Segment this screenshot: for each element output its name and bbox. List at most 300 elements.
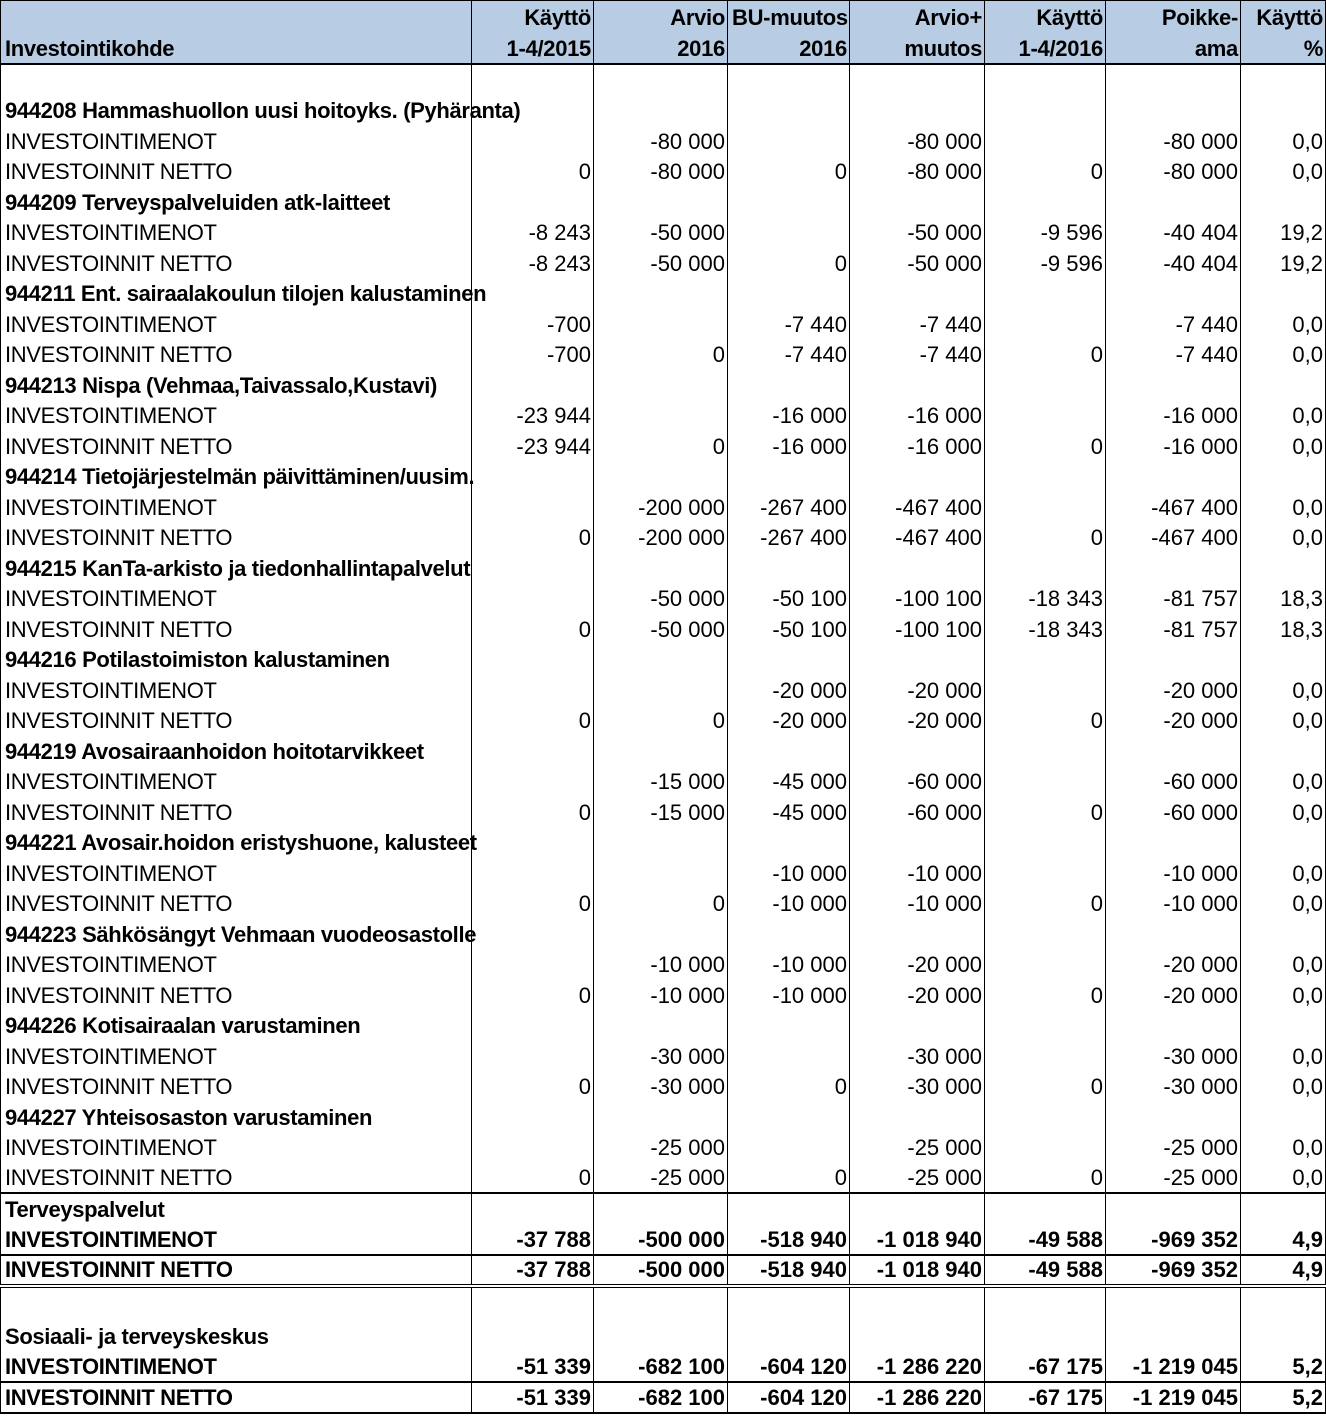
cell-arvio-muutos: -50 000 [850,247,985,278]
cell-kaytto-1-4-2015: 0 [472,613,594,644]
empty-cell-kaytto-1-4-2016 [985,186,1106,217]
cell-arvio-2016: -50 000 [594,217,728,248]
cell-arvio-2016: -80 000 [594,125,728,156]
cell-kaytto-percent: 0,0 [1241,1132,1326,1163]
empty-cell-kaytto-percent [1241,918,1326,949]
cell-kaytto-1-4-2016 [985,308,1106,339]
empty-cell-kaytto-percent [1241,1101,1326,1132]
header-bu-muutos-2016-top: BU-muutos [728,1,850,33]
empty-cell-kaytto-1-4-2016 [985,369,1106,400]
row-label: INVESTOINNIT NETTO [1,339,472,370]
cell-kaytto-percent: 4,9 [1241,1224,1326,1255]
cell-arvio-2016: -500 000 [594,1255,728,1286]
cell-arvio-muutos: -80 000 [850,156,985,187]
empty-cell-arvio-2016 [594,64,728,95]
group-title: 944221 Avosair.hoidon eristyshuone, kalusteet [1,827,472,858]
cell-kaytto-1-4-2016: 0 [985,979,1106,1010]
cell-poikkeama: -20 000 [1106,949,1241,980]
cell-poikkeama: -30 000 [1106,1040,1241,1071]
cell-arvio-2016: -25 000 [594,1162,728,1193]
cell-kaytto-percent: 19,2 [1241,247,1326,278]
cell-arvio-2016: -200 000 [594,491,728,522]
cell-arvio-2016: -50 000 [594,247,728,278]
cell-arvio-2016: 0 [594,430,728,461]
empty-cell-kaytto-percent [1241,1193,1326,1224]
empty-cell-arvio-muutos [850,95,985,126]
table-row [1,766,1326,797]
row-label: INVESTOINTIMENOT [1,1040,472,1071]
cell-arvio-2016 [594,674,728,705]
cell-kaytto-1-4-2016: -18 343 [985,583,1106,614]
cell-poikkeama: -30 000 [1106,1071,1241,1102]
cell-arvio-muutos: -1 018 940 [850,1255,985,1286]
empty-cell-arvio-2016 [594,95,728,126]
empty-cell-kaytto-1-4-2016 [985,95,1106,126]
cell-poikkeama: -25 000 [1106,1162,1241,1193]
empty-cell-arvio-muutos [850,735,985,766]
cell-arvio-muutos: -20 000 [850,674,985,705]
cell-kaytto-1-4-2016: 0 [985,1071,1106,1102]
group-title-row [1,644,1326,675]
cell-arvio-2016 [594,857,728,888]
cell-bu-muutos-2016: -267 400 [728,491,850,522]
cell-kaytto-percent: 0,0 [1241,949,1326,980]
group-title: 944214 Tietojärjestelmän päivittäminen/uusim. [1,461,472,492]
table-row [1,857,1326,888]
empty-cell-kaytto-percent [1241,1286,1326,1320]
cell-kaytto-1-4-2016 [985,949,1106,980]
cell-arvio-2016 [594,400,728,431]
group-title: 944216 Potilastoimiston kalustaminen [1,644,472,675]
empty-cell-kaytto-1-4-2016 [985,827,1106,858]
empty-cell-arvio-muutos [850,1101,985,1132]
table-row [1,308,1326,339]
cell-bu-muutos-2016: -16 000 [728,430,850,461]
empty-cell-arvio-2016 [594,1286,728,1320]
empty-cell-arvio-muutos [850,827,985,858]
cell-arvio-muutos: -7 440 [850,308,985,339]
cell-arvio-2016: -80 000 [594,156,728,187]
row-label: INVESTOINTIMENOT [1,308,472,339]
empty-cell-arvio-2016 [594,644,728,675]
cell-kaytto-1-4-2016: 0 [985,430,1106,461]
cell-poikkeama: -25 000 [1106,1132,1241,1163]
cell-kaytto-percent: 0,0 [1241,125,1326,156]
group-title-row [1,186,1326,217]
section-title: Sosiaali- ja terveyskeskus [1,1320,472,1351]
cell-bu-muutos-2016: -20 000 [728,674,850,705]
cell-arvio-muutos: -10 000 [850,857,985,888]
cell-poikkeama: -16 000 [1106,400,1241,431]
section-title-row [1,1320,1326,1351]
empty-cell-kaytto-percent [1241,278,1326,309]
empty-cell-poikkeama [1106,1320,1241,1351]
table-row [1,888,1326,919]
cell-arvio-muutos: -100 100 [850,583,985,614]
empty-cell-poikkeama [1106,1286,1241,1320]
cell-arvio-2016: -30 000 [594,1040,728,1071]
empty-cell-kaytto-1-4-2016 [985,1193,1106,1224]
empty-cell-arvio-muutos [850,644,985,675]
cell-kaytto-1-4-2016: 0 [985,796,1106,827]
cell-arvio-2016: -15 000 [594,766,728,797]
empty-cell-bu-muutos-2016 [728,1101,850,1132]
empty-cell-arvio-2016 [594,369,728,400]
group-title: 944223 Sähkösängyt Vehmaan vuodeosastolle [1,918,472,949]
empty-cell-bu-muutos-2016 [728,827,850,858]
empty-cell-kaytto-1-4-2015 [472,64,594,95]
group-title-row [1,552,1326,583]
row-label: INVESTOINTIMENOT [1,674,472,705]
cell-arvio-muutos: -20 000 [850,979,985,1010]
empty-cell-arvio-muutos [850,369,985,400]
header-kaytto-1-4-2016-top: Käyttö [985,1,1106,33]
group-title-row [1,278,1326,309]
empty-cell-kaytto-1-4-2016 [985,918,1106,949]
total-row [1,1255,1326,1286]
cell-kaytto-1-4-2016 [985,857,1106,888]
empty-cell-arvio-muutos [850,1286,985,1320]
empty-cell-kaytto-1-4-2016 [985,278,1106,309]
cell-arvio-muutos: -16 000 [850,400,985,431]
cell-poikkeama: -20 000 [1106,674,1241,705]
empty-cell-kaytto-1-4-2016 [985,461,1106,492]
cell-bu-muutos-2016 [728,1132,850,1163]
empty-cell-bu-muutos-2016 [728,918,850,949]
cell-poikkeama: -80 000 [1106,125,1241,156]
cell-arvio-muutos: -10 000 [850,888,985,919]
cell-arvio-muutos: -16 000 [850,430,985,461]
cell-kaytto-1-4-2016: 0 [985,339,1106,370]
cell-bu-muutos-2016: -20 000 [728,705,850,736]
cell-kaytto-1-4-2016 [985,1040,1106,1071]
cell-arvio-muutos: -80 000 [850,125,985,156]
cell-bu-muutos-2016: -16 000 [728,400,850,431]
empty-cell-arvio-muutos [850,918,985,949]
empty-cell-poikkeama [1106,369,1241,400]
empty-cell-bu-muutos-2016 [728,186,850,217]
cell-bu-muutos-2016: -50 100 [728,613,850,644]
empty-cell-kaytto-percent [1241,735,1326,766]
empty-cell-kaytto-1-4-2015 [472,186,594,217]
empty-cell-kaytto-percent [1241,644,1326,675]
cell-bu-muutos-2016: -10 000 [728,949,850,980]
section-title: Terveyspalvelut [1,1193,472,1224]
header-arvio-2016-bottom: 2016 [594,32,728,64]
cell-kaytto-1-4-2016: -18 343 [985,613,1106,644]
row-label: INVESTOINNIT NETTO [1,796,472,827]
row-label: INVESTOINTIMENOT [1,491,472,522]
cell-arvio-2016: -15 000 [594,796,728,827]
cell-arvio-muutos: -1 286 220 [850,1351,985,1382]
cell-kaytto-1-4-2015: 0 [472,979,594,1010]
group-title: 944227 Yhteisosaston varustaminen [1,1101,472,1132]
cell-kaytto-1-4-2015: 0 [472,796,594,827]
empty-cell-kaytto-1-4-2015 [472,1101,594,1132]
cell-poikkeama: -80 000 [1106,156,1241,187]
cell-bu-muutos-2016: -518 940 [728,1224,850,1255]
group-title-row [1,461,1326,492]
empty-cell-poikkeama [1106,95,1241,126]
cell-kaytto-1-4-2015: 0 [472,888,594,919]
cell-kaytto-percent: 0,0 [1241,1162,1326,1193]
cell-kaytto-1-4-2016: 0 [985,522,1106,553]
cell-kaytto-1-4-2015: 0 [472,705,594,736]
cell-kaytto-1-4-2016: -67 175 [985,1351,1106,1382]
cell-kaytto-1-4-2015 [472,1132,594,1163]
cell-arvio-muutos: -25 000 [850,1132,985,1163]
cell-arvio-muutos: -1 286 220 [850,1382,985,1413]
cell-arvio-2016: -30 000 [594,1071,728,1102]
empty-cell-arvio-2016 [594,278,728,309]
cell-kaytto-1-4-2016: 0 [985,1162,1106,1193]
empty-cell-poikkeama [1106,644,1241,675]
cell-kaytto-1-4-2015 [472,949,594,980]
header-kaytto-1-4-2015-top: Käyttö [472,1,594,33]
header-row-top [1,1,1326,33]
cell-bu-muutos-2016: -45 000 [728,796,850,827]
table-row [1,674,1326,705]
table-row [1,796,1326,827]
section-title-row [1,1193,1326,1224]
investment-groups [1,64,1326,1193]
cell-bu-muutos-2016: -10 000 [728,979,850,1010]
table-row [1,247,1326,278]
cell-bu-muutos-2016: 0 [728,156,850,187]
empty-cell-kaytto-1-4-2016 [985,1010,1106,1041]
empty-cell-bu-muutos-2016 [728,64,850,95]
cell-kaytto-1-4-2016 [985,1132,1106,1163]
empty-cell-kaytto-1-4-2016 [985,1286,1106,1320]
cell-arvio-muutos: -25 000 [850,1162,985,1193]
row-label: INVESTOINTIMENOT [1,766,472,797]
cell-kaytto-percent: 0,0 [1241,1040,1326,1071]
row-label: INVESTOINTIMENOT [1,1351,472,1382]
table-row [1,522,1326,553]
cell-kaytto-1-4-2015 [472,766,594,797]
empty-cell-poikkeama [1106,1101,1241,1132]
cell-kaytto-1-4-2016 [985,766,1106,797]
row-label: INVESTOINNIT NETTO [1,522,472,553]
row-label: INVESTOINNIT NETTO [1,247,472,278]
table-row [1,339,1326,370]
empty-cell-kaytto-1-4-2016 [985,1101,1106,1132]
empty-cell-kaytto-1-4-2016 [985,552,1106,583]
cell-kaytto-1-4-2015: -51 339 [472,1382,594,1413]
cell-arvio-2016: -50 000 [594,583,728,614]
cell-arvio-muutos: -30 000 [850,1040,985,1071]
table-row [1,156,1326,187]
empty-cell-arvio-2016 [594,1010,728,1041]
row-label: INVESTOINNIT NETTO [1,430,472,461]
cell-kaytto-percent: 5,2 [1241,1351,1326,1382]
cell-kaytto-1-4-2016: -9 596 [985,217,1106,248]
cell-poikkeama: -20 000 [1106,979,1241,1010]
cell-arvio-muutos: -20 000 [850,705,985,736]
table-row [1,979,1326,1010]
empty-cell-investointikohde [1,64,472,95]
empty-cell-kaytto-percent [1241,64,1326,95]
cell-kaytto-1-4-2016: 0 [985,888,1106,919]
cell-kaytto-1-4-2015: 0 [472,1071,594,1102]
cell-poikkeama: -10 000 [1106,857,1241,888]
empty-cell-arvio-2016 [594,1320,728,1351]
header-kaytto-1-4-2015-bottom: 1-4/2015 [472,32,594,64]
cell-kaytto-1-4-2015: 0 [472,156,594,187]
empty-cell-bu-muutos-2016 [728,552,850,583]
cell-arvio-muutos: -50 000 [850,217,985,248]
cell-poikkeama: -467 400 [1106,522,1241,553]
row-label: INVESTOINTIMENOT [1,217,472,248]
header-arvio-muutos-bottom: muutos [850,32,985,64]
cell-kaytto-percent: 0,0 [1241,979,1326,1010]
empty-cell-arvio-2016 [594,827,728,858]
empty-cell-arvio-muutos [850,1193,985,1224]
table-row [1,705,1326,736]
cell-kaytto-percent: 0,0 [1241,339,1326,370]
cell-kaytto-percent: 0,0 [1241,705,1326,736]
row-label: INVESTOINTIMENOT [1,949,472,980]
spacer-row [1,1286,1326,1320]
cell-kaytto-percent: 18,3 [1241,613,1326,644]
cell-arvio-2016: 0 [594,888,728,919]
cell-kaytto-percent: 0,0 [1241,400,1326,431]
cell-poikkeama: -81 757 [1106,583,1241,614]
cell-kaytto-percent: 19,2 [1241,217,1326,248]
cell-kaytto-1-4-2015: -37 788 [472,1224,594,1255]
empty-cell-kaytto-1-4-2015 [472,735,594,766]
cell-poikkeama: -1 219 045 [1106,1351,1241,1382]
empty-cell-bu-muutos-2016 [728,1320,850,1351]
cell-arvio-2016: -10 000 [594,949,728,980]
row-label: INVESTOINTIMENOT [1,583,472,614]
table-row [1,1132,1326,1163]
empty-cell-arvio-2016 [594,1193,728,1224]
group-title: 944208 Hammashuollon uusi hoitoyks. (Pyhäranta) [1,95,472,126]
cell-poikkeama: -60 000 [1106,766,1241,797]
cell-kaytto-1-4-2015: -8 243 [472,217,594,248]
cell-kaytto-1-4-2016: 0 [985,705,1106,736]
empty-cell-kaytto-percent [1241,461,1326,492]
empty-cell-kaytto-1-4-2015 [472,1010,594,1041]
table-row [1,583,1326,614]
cell-arvio-muutos: -100 100 [850,613,985,644]
cell-arvio-muutos: -467 400 [850,522,985,553]
group-title: 944213 Nispa (Vehmaa,Taivassalo,Kustavi) [1,369,472,400]
empty-cell-arvio-muutos [850,186,985,217]
empty-cell-kaytto-1-4-2016 [985,1320,1106,1351]
row-label: INVESTOINTIMENOT [1,1132,472,1163]
cell-poikkeama: -81 757 [1106,613,1241,644]
cell-arvio-muutos: -467 400 [850,491,985,522]
cell-kaytto-1-4-2015 [472,125,594,156]
cell-kaytto-1-4-2016: -9 596 [985,247,1106,278]
empty-cell-kaytto-1-4-2015 [472,1193,594,1224]
table-row [1,217,1326,248]
empty-cell-kaytto-1-4-2015 [472,1320,594,1351]
table-row [1,1162,1326,1193]
table-row [1,400,1326,431]
cell-kaytto-percent: 5,2 [1241,1382,1326,1413]
cell-poikkeama: -969 352 [1106,1224,1241,1255]
cell-bu-muutos-2016: -604 120 [728,1351,850,1382]
group-title: 944219 Avosairaanhoidon hoitotarvikkeet [1,735,472,766]
cell-kaytto-1-4-2015: -8 243 [472,247,594,278]
total-row [1,1382,1326,1413]
empty-cell-investointikohde [1,1286,472,1320]
table-header [1,1,1326,64]
row-label: INVESTOINNIT NETTO [1,1382,472,1413]
cell-kaytto-1-4-2015: -37 788 [472,1255,594,1286]
empty-cell-arvio-muutos [850,278,985,309]
cell-bu-muutos-2016: -7 440 [728,339,850,370]
cell-bu-muutos-2016: 0 [728,1071,850,1102]
table-row [1,125,1326,156]
header-bu-muutos-2016-bottom: 2016 [728,32,850,64]
group-title: 944215 KanTa-arkisto ja tiedonhallintapalvelut [1,552,472,583]
cell-arvio-2016: -682 100 [594,1351,728,1382]
empty-cell-poikkeama [1106,827,1241,858]
empty-cell-bu-muutos-2016 [728,369,850,400]
row-label: INVESTOINTIMENOT [1,400,472,431]
cell-poikkeama: -20 000 [1106,705,1241,736]
header-arvio-2016-top: Arvio [594,1,728,33]
cell-poikkeama: -40 404 [1106,217,1241,248]
cell-kaytto-1-4-2015 [472,857,594,888]
header-arvio-muutos-top: Arvio+ [850,1,985,33]
cell-bu-muutos-2016: -50 100 [728,583,850,614]
group-title-row [1,1101,1326,1132]
cell-arvio-2016: -500 000 [594,1224,728,1255]
empty-cell-kaytto-percent [1241,827,1326,858]
cell-kaytto-percent: 0,0 [1241,491,1326,522]
cell-bu-muutos-2016: 0 [728,1162,850,1193]
empty-cell-arvio-muutos [850,461,985,492]
cell-kaytto-1-4-2015 [472,1040,594,1071]
cell-kaytto-1-4-2016 [985,400,1106,431]
cell-kaytto-1-4-2015: -700 [472,339,594,370]
row-label: INVESTOINNIT NETTO [1,1071,472,1102]
empty-cell-poikkeama [1106,1010,1241,1041]
empty-cell-bu-muutos-2016 [728,644,850,675]
row-label: INVESTOINTIMENOT [1,857,472,888]
cell-kaytto-1-4-2015 [472,491,594,522]
cell-kaytto-percent: 0,0 [1241,857,1326,888]
cell-kaytto-1-4-2016: -49 588 [985,1224,1106,1255]
row-label: INVESTOINNIT NETTO [1,979,472,1010]
cell-poikkeama: -16 000 [1106,430,1241,461]
empty-cell-poikkeama [1106,735,1241,766]
group-title-row [1,95,1326,126]
cell-bu-muutos-2016: -267 400 [728,522,850,553]
empty-cell-kaytto-percent [1241,1010,1326,1041]
header-poikkeama-bottom: ama [1106,32,1241,64]
cell-poikkeama: -7 440 [1106,308,1241,339]
cell-poikkeama: -7 440 [1106,339,1241,370]
empty-cell-kaytto-1-4-2015 [472,827,594,858]
total-row [1,1224,1326,1255]
empty-cell-kaytto-1-4-2016 [985,64,1106,95]
cell-arvio-2016: -50 000 [594,613,728,644]
empty-cell-bu-muutos-2016 [728,1286,850,1320]
cell-kaytto-percent: 0,0 [1241,156,1326,187]
empty-cell-bu-muutos-2016 [728,1010,850,1041]
cell-poikkeama: -10 000 [1106,888,1241,919]
cell-kaytto-1-4-2016: 0 [985,156,1106,187]
cell-kaytto-1-4-2015: 0 [472,522,594,553]
row-label: INVESTOINNIT NETTO [1,1162,472,1193]
row-label: INVESTOINNIT NETTO [1,1255,472,1286]
